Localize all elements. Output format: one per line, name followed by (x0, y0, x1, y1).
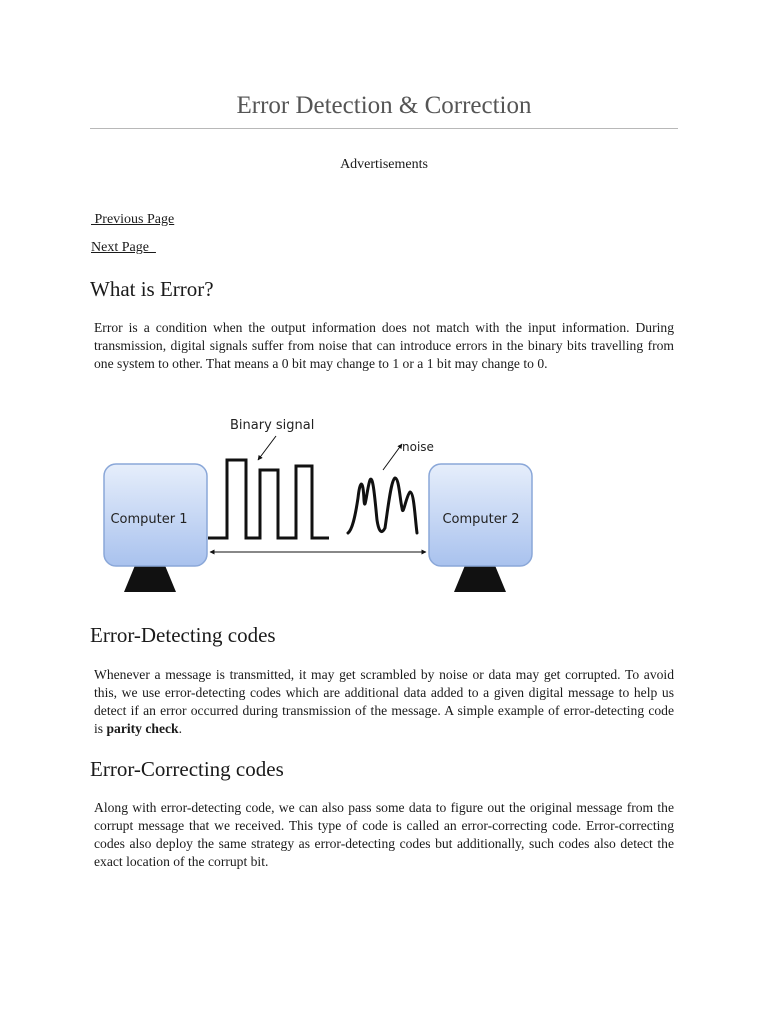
next-page-link[interactable]: Next Page (91, 240, 156, 255)
computer-1-node (104, 464, 207, 592)
binary-signal-wave (208, 460, 329, 538)
section-heading-what-is-error: What is Error? (90, 277, 214, 301)
paragraph-error-detecting-end: . (178, 721, 182, 736)
error-diagram (96, 408, 540, 598)
binary-signal-pointer (258, 436, 276, 460)
title-divider (90, 128, 678, 129)
advertisements-label: Advertisements (340, 157, 428, 172)
computer-2-node (429, 464, 532, 592)
section-heading-error-detecting: Error-Detecting codes (90, 623, 276, 647)
binary-signal-label: Binary signal (230, 418, 315, 433)
paragraph-error-detecting (94, 666, 674, 738)
computer-2-label: Computer 2 (442, 512, 520, 527)
computer-1-label: Computer 1 (110, 512, 188, 527)
noise-wave (348, 478, 417, 533)
computer-1-stand (124, 563, 176, 592)
section-heading-error-correcting: Error-Correcting codes (90, 757, 284, 781)
noise-label: noise (402, 440, 434, 454)
paragraph-error-correcting: Along with error-detecting code, we can also pass some data to figure out the original message from the corrupt message that we received. This type of code is called an error-correcting code. Error-correcting codes also deploy the same strategy as error-detecting codes but additionally, such codes also detect the exact location of the corrupt bit. (94, 800, 674, 869)
previous-page-link[interactable]: Previous Page (91, 212, 175, 227)
computer-2-stand (454, 563, 506, 592)
paragraph-error-detecting-text: Whenever a message is transmitted, it may get scrambled by noise or data may get corrupted. To avoid this, we use error-detecting codes which are additional data added to a given digital message to help us detect if an error occurred during transmission of the message. A simple example of error-detecting code is (94, 667, 674, 736)
paragraph-what-is-error: Error is a condition when the output information does not match with the input information. During transmission, digital signals suffer from noise that can introduce errors in the binary bits travelling from one system to other. That means a 0 bit may change to 1 or a 1 bit may change to 0. (94, 320, 674, 371)
noise-pointer (383, 444, 402, 470)
parity-check-emphasis: parity check (106, 721, 179, 736)
page-title: Error Detection & Correction (236, 92, 532, 119)
